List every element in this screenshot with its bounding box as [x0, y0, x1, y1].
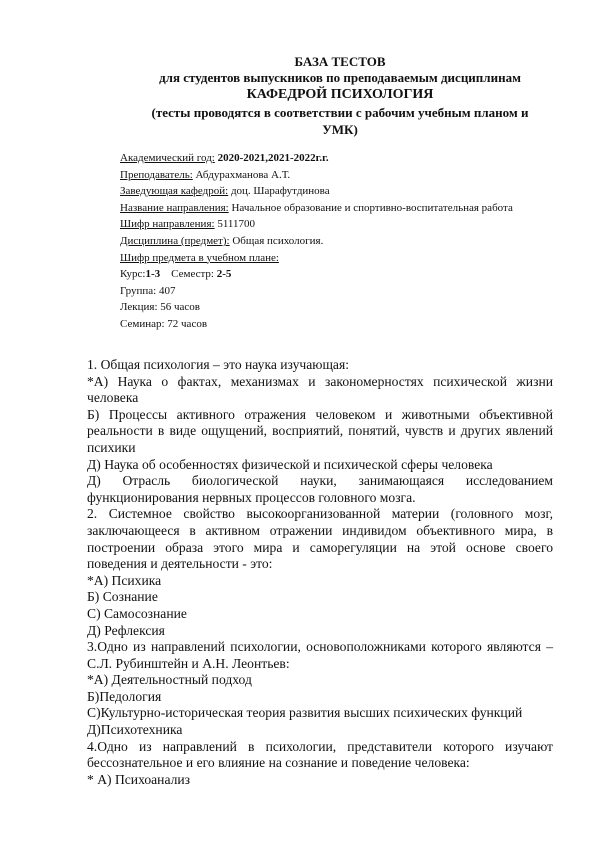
answer-option: С)Культурно-историческая теория развития высших психических функций	[87, 705, 523, 721]
question-text: 4.Одно из направлений в психологии, представители которого изучают бессознательное и его влияние на сознание и поведение человека:	[87, 738, 553, 771]
doc-title: БАЗА ТЕСТОВ	[294, 54, 386, 69]
teacher: Преподаватель: Абдурахманова А.Т.	[120, 168, 291, 181]
answer-option: Б)Педология	[87, 688, 162, 704]
subject: Дисциплина (предмет): Общая психология.	[120, 234, 324, 247]
answer-option: Д) Рефлексия	[87, 622, 165, 638]
course-info	[120, 150, 560, 333]
question-text: 3.Одно из направлений психологии, основоположниками которого являются – С.Л. Рубинштейн и А.Н. Леонтьев:	[87, 639, 553, 671]
answer-option: * А) Психоанализ	[87, 771, 191, 787]
doc-subtitle: для студентов выпускников по преподаваемым дисциплинам	[159, 70, 521, 85]
answer-option: Д)Психотехника	[87, 722, 183, 738]
academic-year: Академический год: 2020-2021,2021-2022г.г.	[120, 152, 329, 164]
answer-option: *А) Наука о фактах, механизмах и закономерностях психической жизни человека	[87, 373, 553, 406]
answer-option: Д) Отрасль биологической науки, занимающаяся исследованием функционирования нервных процессов головного мозга.	[87, 473, 553, 505]
direction-code: Шифр направления: 5111700	[120, 218, 256, 231]
document-header	[120, 54, 560, 138]
question-text: 1. Общая психология – это наука изучающая:	[87, 357, 349, 372]
answer-option: *А) Психика	[87, 572, 162, 588]
course-semester: Курс:1-3 Семестр: 2-5	[120, 268, 232, 281]
direction-name: Название направления: Начальное образование и спортивно-воспитательная работа	[120, 201, 513, 214]
lecture-hours: Лекция: 56 часов	[120, 301, 200, 314]
department-name: КАФЕДРОЙ ПСИХОЛОГИЯ	[246, 87, 434, 102]
doc-note: (тесты проводятся в соответствии с рабочим учебным планом и	[151, 105, 529, 120]
answer-option: Д) Наука об особенностях физической и психической сферы человека	[87, 456, 493, 472]
answer-option: С) Самосознание	[87, 605, 187, 621]
department-head: Заведующая кафедрой: доц. Шарафутдинова	[120, 185, 330, 198]
answer-option: Б) Процессы активного отражения человеком и животными объективной реальности в виде ощущений, восприятий, понятий, чувств и других явлений психики	[87, 406, 553, 455]
doc-note-end: УМК)	[322, 122, 358, 137]
subject-code: Шифр предмета в учебном плане:	[120, 251, 279, 264]
questions-list	[87, 357, 553, 788]
group: Группа: 407	[120, 284, 176, 297]
seminar-hours: Семинар: 72 часов	[120, 317, 208, 330]
answer-option: Б) Сознание	[87, 589, 158, 605]
question-text: 2. Системное свойство высокоорганизованной материи (головного мозг, заключающееся в активном отражении индивидом объективного мира, в построении образа этого мира и саморегуляции на этой основе своего поведения и деятельности - это:	[87, 506, 553, 572]
answer-option: *А) Деятельностный подход	[87, 672, 252, 688]
